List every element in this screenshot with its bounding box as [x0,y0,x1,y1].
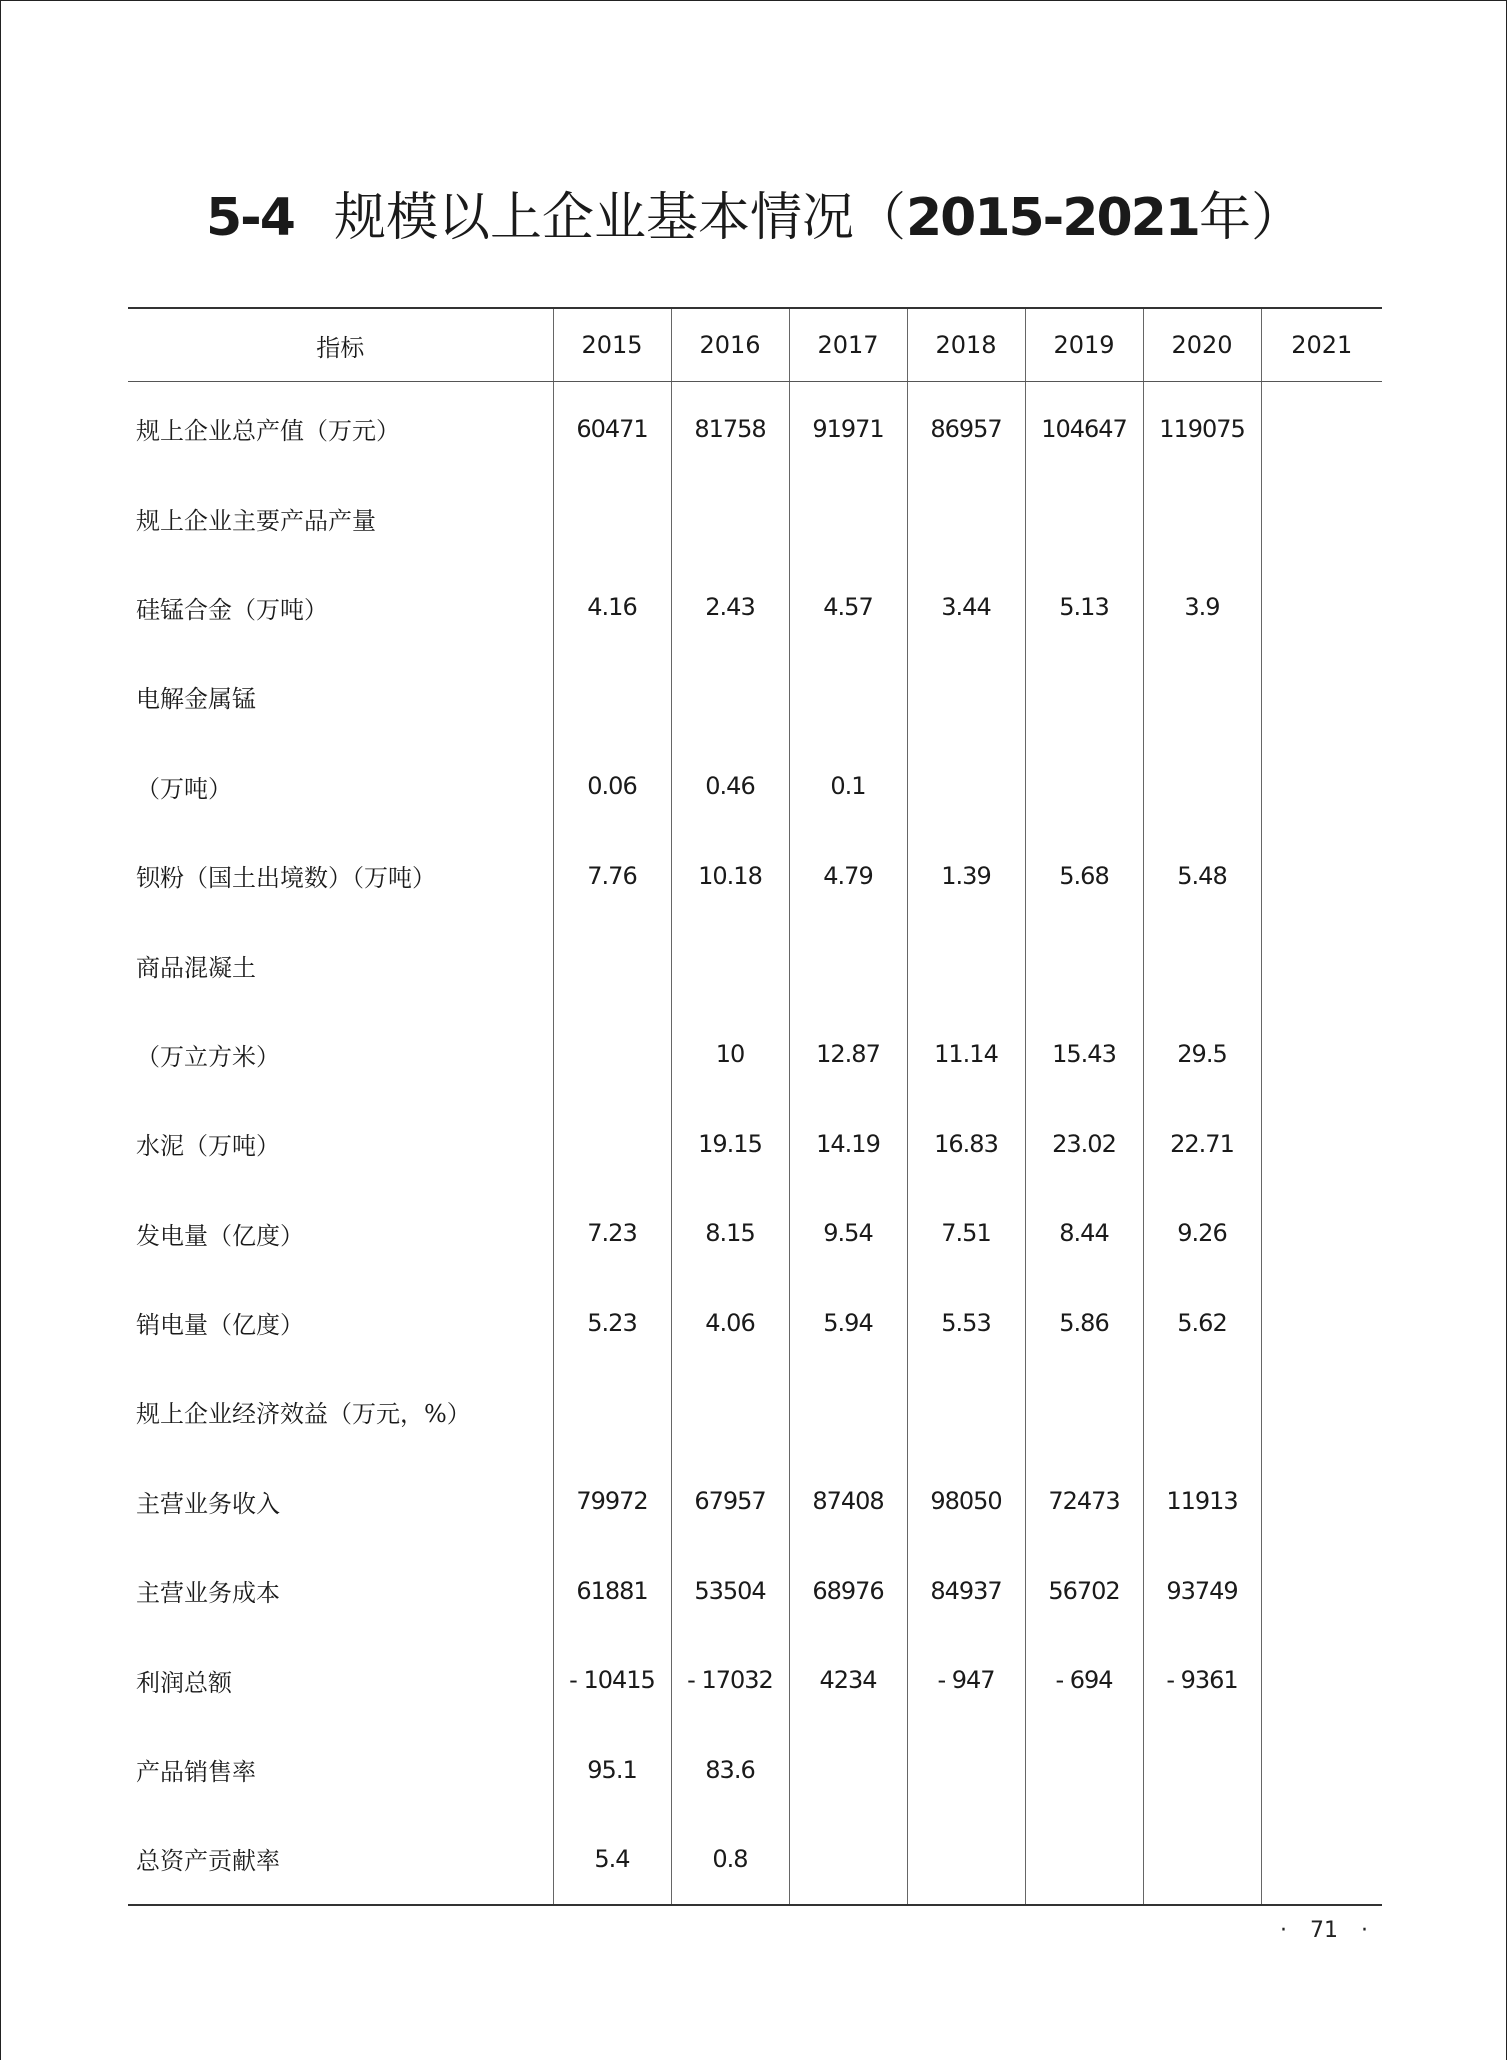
table-cell [907,652,1025,741]
row-label: 主营业务成本 [136,1579,280,1608]
header-year: 2016 [671,308,789,382]
table-cell [789,1725,907,1814]
header-year: 2020 [1143,308,1261,382]
table-cell [907,742,1025,831]
table-cell [1025,1725,1143,1814]
row-label: 硅锰合金（万吨） [136,595,328,624]
table-cell: 0.8 [671,1814,789,1904]
row-label: 销电量（亿度） [136,1311,304,1340]
table-cell: - 694 [1025,1635,1143,1724]
row-label: 总资产贡献率 [128,1814,553,1904]
table-cell: 4.57 [789,563,907,652]
row-label: 水泥（万吨） [136,1132,280,1161]
table-row [128,1546,1382,1635]
table-cell: 5.4 [553,1814,671,1904]
table-cell [1261,473,1382,562]
row-label: 规上企业总产值（万元） [136,417,400,446]
table-cell [907,473,1025,562]
table-row [128,831,1382,920]
table-cell [1261,920,1382,1009]
table-cell: 83.6 [671,1725,789,1814]
table-cell: 87408 [789,1457,907,1546]
table-row [128,1635,1382,1724]
table-cell: 95.1 [553,1725,671,1814]
table-cell: 19.15 [671,1099,789,1188]
table-cell: 22.71 [1143,1099,1261,1188]
table-cell: 60471 [553,382,671,474]
table-row [128,1278,1382,1367]
table-cell [907,1814,1025,1904]
table-cell: - 9361 [1143,1635,1261,1724]
table-cell: 53504 [671,1546,789,1635]
table-cell [553,1099,671,1188]
table-cell [1143,742,1261,831]
table-cell: 11.14 [907,1010,1025,1099]
table-cell [1025,920,1143,1009]
table-cell [789,1367,907,1456]
table-cell: 0.46 [671,742,789,831]
table-cell: 5.53 [907,1278,1025,1367]
table-row [128,1189,1382,1278]
table-cell [907,1367,1025,1456]
table-cell: 93749 [1143,1546,1261,1635]
table-cell [1261,1099,1382,1188]
page-title [0,175,1509,250]
table-cell: 119075 [1143,382,1261,474]
statistics-table [128,307,1382,1906]
table-cell: 7.51 [907,1189,1025,1278]
row-label: （万吨） [136,774,232,803]
table-cell: 4.79 [789,831,907,920]
table-cell [1143,920,1261,1009]
table-cell [671,920,789,1009]
table-cell [1261,742,1382,831]
table-cell: 5.68 [1025,831,1143,920]
header-year: 2018 [907,308,1025,382]
row-label: 规上企业经济效益（万元，%） [136,1400,471,1429]
table-cell [1261,1278,1382,1367]
table-cell: 98050 [907,1457,1025,1546]
table-cell: 16.83 [907,1099,1025,1188]
row-label: 钡粉（国土出境数）（万吨） [136,864,436,893]
table-cell [1261,1367,1382,1456]
table-cell [1143,1367,1261,1456]
row-label: 发电量（亿度） [136,1221,304,1250]
table-cell: 5.86 [1025,1278,1143,1367]
table-cell [907,1725,1025,1814]
header-year: 2015 [553,308,671,382]
table-cell: 0.06 [553,742,671,831]
table-cell: 9.26 [1143,1189,1261,1278]
table-cell [1025,652,1143,741]
table-cell [789,920,907,1009]
table-cell: 5.48 [1143,831,1261,920]
table-row [128,473,1382,562]
row-label: 商品混凝土 [136,953,256,982]
table-cell: 5.62 [1143,1278,1261,1367]
table-row [128,1010,1382,1099]
row-label: 主营业务收入 [136,1489,280,1518]
row-label: 规上企业主要产品产量 [136,506,376,535]
title-number: 5-4 [205,188,294,248]
table-cell [907,920,1025,1009]
table-cell: 84937 [907,1546,1025,1635]
table-cell: 5.94 [789,1278,907,1367]
table-row [128,1367,1382,1456]
table-cell [671,652,789,741]
table-cell: 8.15 [671,1189,789,1278]
table-cell [1025,742,1143,831]
table-cell: 3.44 [907,563,1025,652]
table-cell: 10 [671,1010,789,1099]
table-row [128,1457,1382,1546]
table-cell [553,1010,671,1099]
table-cell: 0.1 [789,742,907,831]
table-cell [1261,1725,1382,1814]
table-cell: 67957 [671,1457,789,1546]
table-cell [553,652,671,741]
table-cell [553,920,671,1009]
table-cell: 11913 [1143,1457,1261,1546]
table-cell [1261,1546,1382,1635]
table-cell [1261,831,1382,920]
table-cell: 23.02 [1025,1099,1143,1188]
table-cell: 29.5 [1143,1010,1261,1099]
row-label: 利润总额 [136,1668,232,1697]
table-row [128,742,1382,831]
table-cell: 8.44 [1025,1189,1143,1278]
table-cell [671,1367,789,1456]
table-cell [553,1367,671,1456]
table-cell [1261,563,1382,652]
table-cell [553,473,671,562]
header-year: 2017 [789,308,907,382]
table-cell: 4234 [789,1635,907,1724]
table-cell [1261,1189,1382,1278]
table-row [128,1814,1382,1904]
table-cell: 12.87 [789,1010,907,1099]
table-cell: 4.16 [553,563,671,652]
table-cell: 81758 [671,382,789,474]
table-cell [1025,1814,1143,1904]
table-row [128,1099,1382,1188]
title-years: 2015-2021 [905,188,1199,248]
table-cell: 1.39 [907,831,1025,920]
table-cell: 4.06 [671,1278,789,1367]
table-cell: 91971 [789,382,907,474]
table-cell: 68976 [789,1546,907,1635]
page-number: · 71 · [1280,1918,1368,1943]
table-cell: - 17032 [671,1635,789,1724]
table-cell: 104647 [1025,382,1143,474]
table-header-row [128,308,1382,382]
table-cell: 9.54 [789,1189,907,1278]
table-cell: - 10415 [553,1635,671,1724]
table-cell [1261,1010,1382,1099]
table-row [128,652,1382,741]
row-label: （万立方米） [136,1042,280,1071]
table-cell: 72473 [1025,1457,1143,1546]
table-row [128,920,1382,1009]
table-cell: 15.43 [1025,1010,1143,1099]
table-row [128,1725,1382,1814]
table-cell: 86957 [907,382,1025,474]
table-cell [789,473,907,562]
table-cell: 14.19 [789,1099,907,1188]
header-year: 2021 [1261,308,1382,382]
table-cell [671,473,789,562]
table-cell [1025,473,1143,562]
table-cell [1143,1725,1261,1814]
header-year: 2019 [1025,308,1143,382]
table-cell [1025,1367,1143,1456]
table-cell: 61881 [553,1546,671,1635]
table-cell: - 947 [907,1635,1025,1724]
table-cell [789,652,907,741]
table-cell: 10.18 [671,831,789,920]
table-cell: 56702 [1025,1546,1143,1635]
table-cell: 79972 [553,1457,671,1546]
table-cell: 3.9 [1143,563,1261,652]
table-cell: 7.23 [553,1189,671,1278]
table-cell [1143,652,1261,741]
table-cell: 5.23 [553,1278,671,1367]
table-row [128,563,1382,652]
title-text: 规模以上企业基本情况（ [333,188,906,248]
header-indicator: 指标 [128,308,553,382]
table-cell [1261,1814,1382,1904]
table-cell: 5.13 [1025,563,1143,652]
title-suffix: 年） [1199,188,1304,248]
table-row [128,382,1382,474]
table-cell [1261,652,1382,741]
table-cell [1143,473,1261,562]
table-cell [1261,382,1382,474]
table-cell [1143,1814,1261,1904]
table-cell [789,1814,907,1904]
table-cell: 7.76 [553,831,671,920]
table-cell [1261,1457,1382,1546]
row-label: 电解金属锰 [136,685,256,714]
table-cell [1261,1635,1382,1724]
row-label: 产品销售率 [136,1758,256,1787]
table-cell: 2.43 [671,563,789,652]
